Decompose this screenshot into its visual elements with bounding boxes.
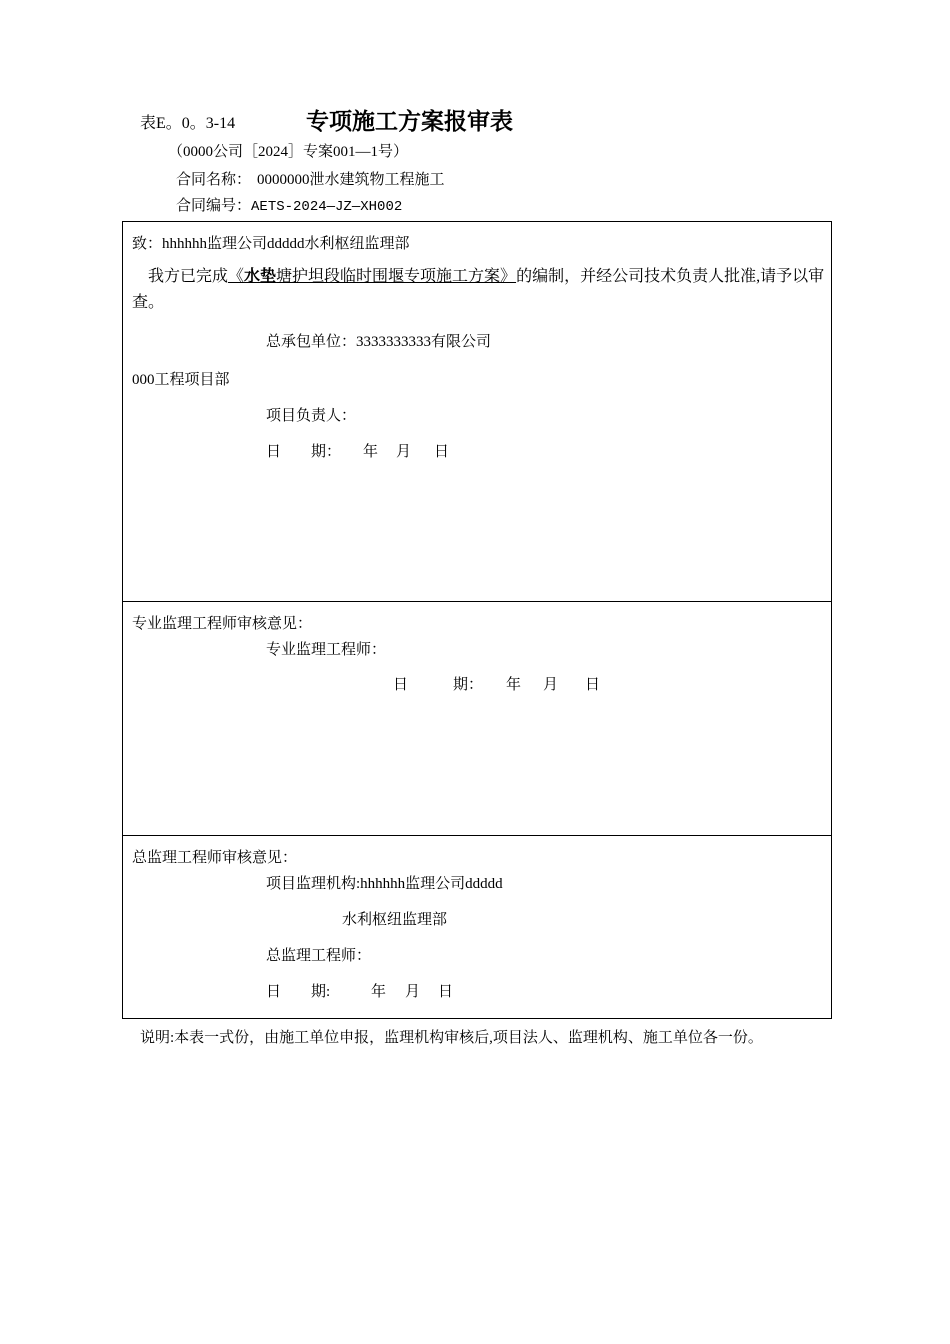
date-label: 日 期: [266,984,331,1000]
application-body [132,264,826,316]
footnote: 说明:本表一式份，由施工单位申报，监理机构审核后,项目法人、监理机构、施工单位各一份。 [140,1030,763,1046]
chief-engineer-label: 总监理工程师： [266,948,372,964]
plan-title: 《水垫塘护坦段临时围堰专项施工方案》 [228,268,517,285]
date-day: 日 [438,984,454,1000]
form-title: 专项施工方案报审表 [306,109,513,135]
date-label: 日 期： [266,444,342,460]
contract-name-row [176,168,445,189]
date-year: 年 [506,677,522,693]
chief-review-heading: 总监理工程师审核意见： [132,850,298,866]
contract-number-value: AETS-2024—JZ—XH002 [251,199,403,215]
date-label: 日 期： [393,677,484,693]
date-day: 日 [585,677,601,693]
document-number: （0000公司［2024］专案001—1号） [168,144,409,160]
contract-name-value: 0000000泄水建筑物工程施工 [257,172,445,188]
body-suffix: 的编制，并经公司技术负责人批准,请予以审查。 [132,268,825,311]
contractor-unit: 总承包单位：3333333333有限公司 [266,334,492,350]
date-year: 年 [371,984,387,1000]
body-prefix: 我方已完成 [148,268,229,285]
specialist-engineer-label: 专业监理工程师： [266,642,387,658]
addressee: 致：hhhhhh监理公司ddddd水利枢纽监理部 [132,236,410,252]
date-month: 月 [543,677,559,693]
contract-number-label: 合同编号： [176,198,252,214]
supervision-org-line2: 水利枢纽监理部 [342,912,448,928]
date-day: 日 [434,444,450,460]
contract-name-label: 合同名称： [176,172,252,188]
table-number: 表E。0。3-14 [140,115,236,132]
date-month: 月 [405,984,421,1000]
specialist-review-section [122,601,832,836]
date-year: 年 [363,444,379,460]
project-manager-label: 项目负责人： [266,408,357,424]
supervision-org-line1: 项目监理机构:hhhhhh监理公司ddddd [266,876,503,892]
date-month: 月 [396,444,412,460]
project-department: 000工程项目部 [132,372,230,388]
contract-number-row [176,194,402,215]
specialist-review-heading: 专业监理工程师审核意见： [132,616,313,632]
